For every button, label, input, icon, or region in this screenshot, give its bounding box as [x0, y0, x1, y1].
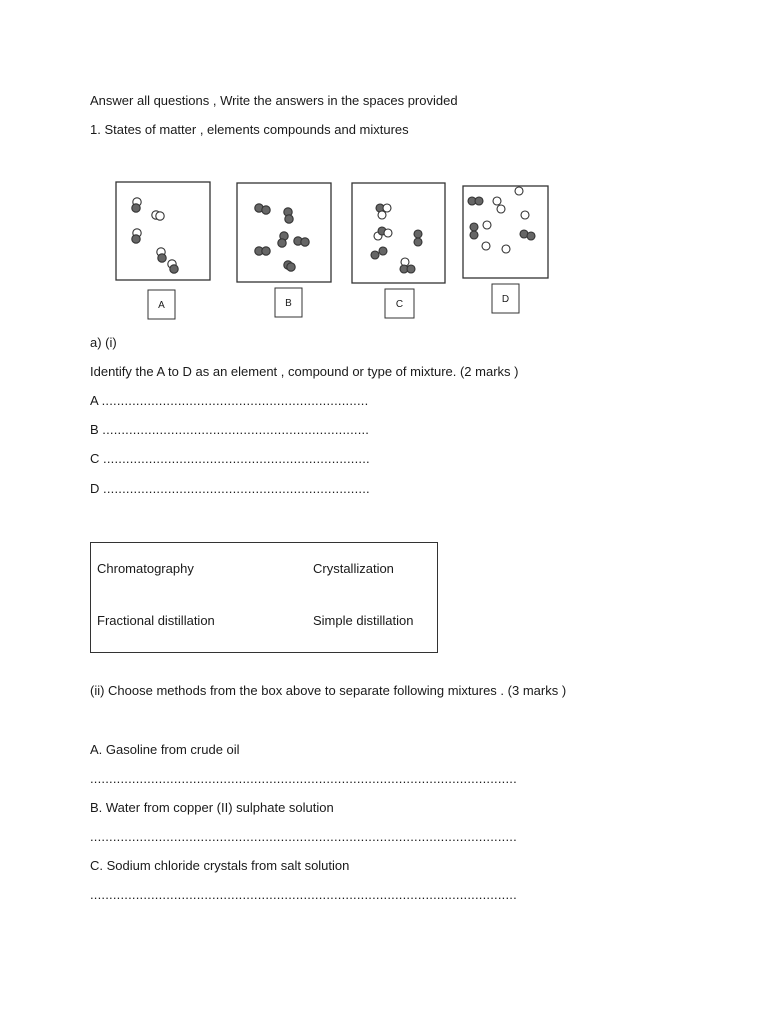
method-simple-distillation: Simple distillation — [313, 613, 414, 628]
figure-label-c: C — [395, 299, 404, 310]
question-b-water: B. Water from copper (II) sulphate solution — [90, 800, 334, 815]
answer-dots-c: ...................................................................... — [103, 451, 370, 466]
figure-label-b: B — [285, 298, 292, 309]
particles-b — [255, 204, 309, 271]
particles-d — [468, 187, 535, 253]
figure-label-d: D — [501, 294, 510, 305]
answer-line-d[interactable] — [90, 481, 370, 497]
answer-label-a: A — [90, 393, 98, 408]
answer-dots-a: ...................................................................... — [101, 393, 369, 408]
method-chromatography: Chromatography — [97, 561, 194, 576]
box-a — [116, 182, 210, 280]
part-a-i-heading: a) (i) — [90, 335, 117, 350]
answer-line-sodium-chloride[interactable]: ................................................................................................................ — [90, 887, 517, 902]
answer-line-b[interactable] — [90, 422, 369, 438]
question-c-sodium-chloride: C. Sodium chloride crystals from salt solution — [90, 858, 350, 873]
answer-line-c[interactable] — [90, 451, 370, 467]
answer-label-b: B — [90, 422, 99, 437]
instructions: Answer all questions , Write the answers in the spaces provided — [90, 93, 458, 108]
answer-dots-b: ...................................................................... — [102, 422, 370, 437]
question-a-gasoline: A. Gasoline from crude oil — [90, 742, 240, 757]
answer-line-a[interactable] — [90, 393, 368, 409]
answer-line-gasoline[interactable]: ................................................................................................................ — [90, 771, 517, 786]
particles-a — [132, 198, 178, 273]
method-fractional-distillation: Fractional distillation — [97, 613, 215, 628]
box-c — [352, 183, 445, 283]
figure-label-a: A — [158, 300, 165, 311]
particles-c — [371, 204, 422, 273]
method-crystallization: Crystallization — [313, 561, 394, 576]
part-a-ii-prompt: (ii) Choose methods from the box above to separate following mixtures . (3 marks ) — [90, 683, 567, 698]
question-1-title: 1. States of matter , elements compounds and mixtures — [90, 122, 409, 137]
separation-methods-box — [90, 542, 438, 653]
answer-line-water[interactable]: ................................................................................................................ — [90, 829, 517, 844]
answer-dots-d: ...................................................................... — [103, 481, 370, 496]
answer-label-c: C — [90, 451, 100, 466]
particle-diagram-figure — [112, 178, 557, 324]
part-a-i-prompt: Identify the A to D as an element , compound or type of mixture. (2 marks ) — [90, 364, 519, 379]
answer-label-d: D — [90, 481, 100, 496]
